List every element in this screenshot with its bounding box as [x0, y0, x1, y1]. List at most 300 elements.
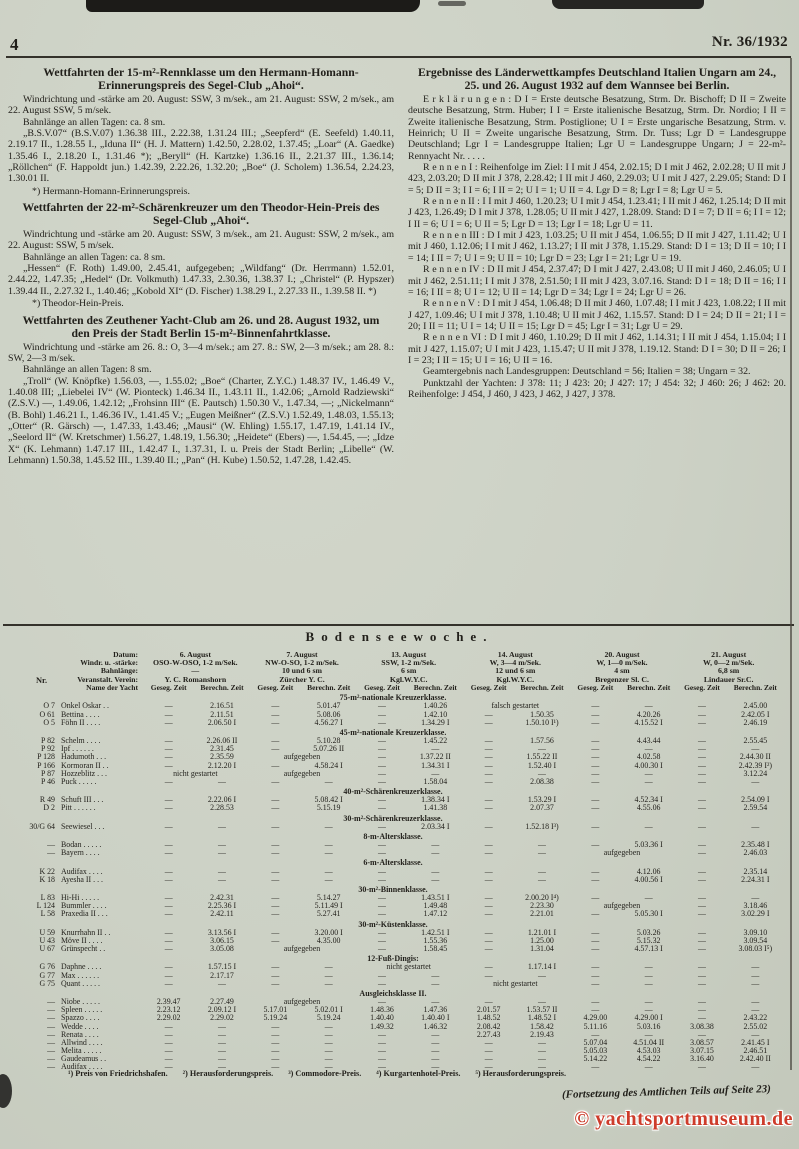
result-time-cell: —: [271, 803, 280, 813]
result-time-cell: —: [271, 717, 280, 727]
result-time-cell: 2.46.03: [743, 848, 768, 858]
yacht-sail-number: L 58: [40, 909, 55, 919]
table-header-bahn: 10 und 6 sm: [281, 666, 323, 676]
result-time-cell: —: [271, 821, 280, 831]
result-time-cell: —: [484, 1062, 493, 1072]
yacht-name: Spleen . . . . .: [61, 1005, 103, 1015]
footnote-item: ²) Herausforderungspreis.: [182, 1069, 274, 1078]
result-time-cell: —: [218, 1021, 226, 1031]
result-time-cell: 1.45.22: [423, 736, 448, 746]
result-time-cell: —: [218, 1046, 226, 1056]
result-time-cell: 2.42.11: [210, 909, 234, 919]
result-time-cell: —: [698, 944, 706, 954]
result-time-cell: —: [164, 874, 173, 884]
result-time-cell: —: [271, 1037, 280, 1047]
result-time-cell: 5.01.47: [316, 701, 341, 711]
result-time-cell: 1.52.18 I³): [525, 821, 559, 831]
table-header-verein: Kgl.W.Y.C.: [389, 674, 428, 684]
yacht-name: Hadumoth . . .: [61, 752, 107, 762]
result-time-cell: —: [271, 909, 280, 919]
result-time-cell: —: [698, 1062, 706, 1072]
result-time-cell: —: [164, 744, 173, 754]
result-time-cell: 4.00.30 I: [634, 760, 663, 770]
result-time-cell: —: [164, 909, 173, 919]
yacht-name: Audifax . . . .: [61, 1062, 103, 1072]
result-time-cell: 3.09.10: [743, 927, 768, 937]
table-section-header: 30-m²-Binnenklasse.: [358, 884, 428, 894]
result-time-cell: 3.09.54: [743, 935, 768, 945]
result-time-cell: —: [538, 1046, 546, 1056]
result-time-cell: —: [324, 978, 333, 988]
article-paragraph: „B.S.V.07“ (B.S.V.07) 1.36.38 III., 2.22.38, 1.31.24 III.; „Seepferd“ (E. Seefeld) 1.40.11, 2.19.17 II., 1.28.55 I., „Iduna II“ (H. J. Mattern) 1.42.50, 2.28.02, 1.37.45; „Loar“ (A. Gaedke) 1.35.46 I., 2.18.20 I., 1.31.46 *); „Beryll“ (H. Kartzke) 1.36.16 II., 2.21.37 III., 1.36.14; „Röllchen“ (F. Happoldt jun.) 1.42.39, 2.22.26, 1.32.20; „Boe“ (J. Scholem) 1.36.54, 2.24.23, 1.30.01 II.: [8, 128, 394, 185]
result-time-cell: —: [484, 901, 493, 911]
table-header-date: 21. August: [711, 650, 747, 659]
result-time-cell: 2.43.22: [743, 1013, 768, 1023]
result-time-cell: 4.02.58: [636, 752, 661, 762]
result-time-cell: 2.21.01: [530, 909, 554, 919]
table-header-bahn: 6 sm: [400, 666, 417, 676]
result-time-cell: —: [698, 1005, 706, 1015]
result-time-cell: —: [378, 744, 386, 754]
result-time-cell: 2.17.17: [210, 970, 234, 980]
result-time-cell: —: [484, 768, 493, 778]
result-time-cell: —: [644, 701, 653, 711]
scan-smudge-bottom-left: [0, 1074, 12, 1108]
result-time-cell: —: [324, 848, 333, 858]
table-title: Bodenseewoche.: [305, 629, 494, 644]
result-time-cell: 2.31.45: [210, 744, 234, 754]
result-time-cell: —: [378, 760, 386, 770]
table-header-label: Datum:: [113, 650, 138, 659]
table-header-bahn: 12 und 6 sm: [495, 666, 536, 676]
result-time-cell: —: [751, 1029, 760, 1039]
result-time-cell: —: [324, 1029, 333, 1039]
yacht-sail-number: —: [47, 1013, 55, 1023]
article-heading: Wettfahrten des Zeuthener Yacht-Club am 26. und 28. August 1932, um den Preis der Stadt Berlin 15-m²-Binnenfahrtklasse.: [22, 313, 380, 340]
result-time-cell: —: [484, 717, 493, 727]
result-time-cell: —: [538, 848, 546, 858]
result-time-cell: —: [378, 978, 386, 988]
result-time-cell: —: [591, 970, 600, 980]
result-time-cell: 1.57.56: [530, 736, 554, 746]
result-time-cell: —: [164, 776, 173, 786]
table-header-verein: Kgl.W.Y.C.: [496, 674, 535, 684]
result-time-cell: 2.09.12 I: [207, 1005, 237, 1015]
table-section-header: 75-m²-nationale Kreuzerklasse.: [339, 693, 447, 703]
result-time-cell: 5.05.03: [583, 1046, 608, 1056]
result-time-cell: —: [751, 970, 760, 980]
result-time-cell: —: [698, 909, 706, 919]
result-time-cell: 4.43.44: [636, 736, 661, 746]
result-time-cell: —: [484, 760, 493, 770]
result-time-cell: —: [698, 978, 706, 988]
result-time-cell: 1.47.12: [423, 909, 448, 919]
result-time-cell: —: [431, 978, 440, 988]
result-time-cell: —: [591, 768, 600, 778]
result-time-cell: —: [484, 744, 493, 754]
result-time-cell: 4.12.06: [636, 866, 661, 876]
result-time-cell: 1.40.26: [423, 701, 448, 711]
article-paragraph: R e n n e n VI : D I mit J 460, 1.10.29; D II mit J 462, 1.14.31; I II mit J 454, 1.15.04; I I mit J 427, 1.15.07; U I mit J 423, 1.15.47; U II mit J 378, 1.19.12. Stand: D I = 30; D II = 26; I I = 23; I II = 15; U I = 16; U II = 16.: [408, 332, 786, 366]
result-time-cell: 2.22.06 I: [207, 795, 237, 805]
result-time-cell: 4.20.26: [636, 709, 661, 719]
yacht-sail-number: U 43: [39, 935, 55, 945]
table-subheader-berechn: Berechn. Zeit: [520, 682, 564, 692]
result-time-cell: —: [644, 1005, 653, 1015]
result-time-cell: 4.53.03: [636, 1046, 661, 1056]
result-time-cell: —: [698, 874, 706, 884]
yacht-sail-number: P 166: [37, 760, 55, 770]
yacht-sail-number: P 46: [41, 776, 55, 786]
result-time-cell: 3.05.08: [210, 944, 234, 954]
yacht-name: Schuft III . . .: [61, 795, 104, 805]
result-time-cell: 5.10.28: [316, 736, 341, 746]
result-time-cell: —: [164, 840, 173, 850]
header-rule: [6, 56, 791, 58]
result-time-cell: 4.52.34 I: [634, 795, 663, 805]
result-time-cell: —: [484, 848, 493, 858]
result-time-cell: —: [644, 962, 653, 972]
result-time-cell: 1.43.51 I: [421, 893, 450, 903]
result-time-cell: —: [484, 962, 493, 972]
yacht-sail-number: —: [47, 1037, 55, 1047]
table-subheader-berechn: Berechn. Zeit: [200, 682, 244, 692]
left-text-column: [8, 62, 394, 622]
result-time-cell: 1.34.31 I: [421, 760, 450, 770]
result-time-cell: 3.12.24: [743, 768, 768, 778]
result-time-cell: —: [751, 821, 760, 831]
table-header-verein: Lindauer Sr.C.: [703, 674, 754, 684]
result-time-cell: —: [164, 1062, 173, 1072]
result-time-cell: —: [484, 944, 493, 954]
yacht-name: Ayesha II . . .: [61, 874, 104, 884]
yacht-sail-number: —: [47, 848, 55, 858]
result-time-cell: —: [751, 997, 760, 1007]
article-paragraph: Windrichtung und -stärke am 20. August: SSW, 3 m/sek., am 21. August: SSW, 2 m/sek., am 22. August: SSW, 5 m/sek.: [8, 229, 394, 252]
result-time-cell: —: [218, 848, 226, 858]
result-time-cell: —: [591, 893, 600, 903]
result-time-cell: —: [378, 709, 386, 719]
yacht-sail-number: G 75: [39, 978, 55, 988]
article-paragraph: Bahnlänge an allen Tagen: ca. 8 sm.: [23, 251, 166, 263]
result-time-cell: —: [698, 701, 706, 711]
table-footnotes: [68, 1069, 581, 1078]
result-time-cell: 1.34.29 I: [421, 717, 450, 727]
result-time-cell: 1.38.34 I: [421, 795, 450, 805]
result-time-cell: —: [431, 744, 440, 754]
result-time-cell: 1.50.35: [530, 709, 554, 719]
result-time-cell: 5.11.49 I: [314, 901, 343, 911]
result-time-cell: —: [431, 874, 440, 884]
result-time-cell: 3.08.03 I⁵): [738, 944, 773, 954]
result-time-cell: 2.35.48 I: [741, 840, 770, 850]
result-time-cell: 4.29.00: [583, 1013, 608, 1023]
table-section-header: 40-m²-Schärenkreuzerklasse.: [343, 787, 443, 797]
result-time-cell: 4.56.27 I: [314, 717, 343, 727]
result-time-cell: —: [698, 848, 706, 858]
result-time-cell: 2.44.30 II: [739, 752, 771, 762]
result-time-cell: —: [324, 1021, 333, 1031]
table-section-header: 30-m²-Schärenkreuzerklasse.: [343, 813, 443, 823]
result-time-cell: —: [484, 709, 493, 719]
result-time-cell: —: [271, 744, 280, 754]
result-time-cell: 1.17.14 I: [527, 962, 557, 972]
result-time-cell: —: [431, 1029, 440, 1039]
yacht-sail-number: U 67: [39, 944, 55, 954]
result-time-cell: —: [484, 935, 493, 945]
table-subheader-berechn: Berechn. Zeit: [307, 682, 351, 692]
result-time-cell: —: [378, 776, 386, 786]
yacht-sail-number: O 5: [43, 717, 55, 727]
result-time-cell: —: [698, 736, 706, 746]
table-header-label: Windr. u. -stärke:: [80, 658, 138, 668]
result-time-cell: 1.55.22 II: [526, 752, 558, 762]
result-time-cell: 2.42.31: [210, 893, 234, 903]
result-time-cell: —: [591, 821, 600, 831]
result-time-cell: —: [484, 1054, 493, 1064]
result-time-cell: —: [538, 970, 546, 980]
article-paragraph: Bahnlänge an allen Tagen: ca. 8 sm.: [23, 116, 166, 128]
result-time-cell: —: [644, 776, 653, 786]
yacht-sail-number: O 61: [39, 709, 55, 719]
result-time-cell: —: [164, 795, 173, 805]
result-time-cell: —: [164, 709, 173, 719]
result-time-cell: 2.07.37: [530, 803, 554, 813]
table-subheader-berechn: Berechn. Zeit: [733, 682, 777, 692]
result-time-cell: 1.41.38: [423, 803, 448, 813]
result-time-cell: 5.17.01: [263, 1005, 288, 1015]
result-time-cell: 2.12.20 I: [207, 760, 237, 770]
result-time-cell: 1.58.45: [423, 944, 448, 954]
result-time-cell: —: [271, 840, 280, 850]
result-time-cell: —: [698, 893, 706, 903]
result-time-cell: —: [591, 874, 600, 884]
result-time-cell: —: [538, 1037, 546, 1047]
result-time-cell: —: [324, 1046, 333, 1056]
result-time-cell: —: [591, 840, 600, 850]
result-time-cell: —: [324, 874, 333, 884]
yacht-sail-number: L 83: [40, 893, 55, 903]
result-time-cell: —: [484, 927, 493, 937]
result-time-cell: —: [591, 803, 600, 813]
result-time-cell: —: [751, 893, 760, 903]
result-time-cell: —: [271, 1021, 280, 1031]
result-time-cell: 1.31.04: [530, 944, 554, 954]
result-time-cell: —: [271, 874, 280, 884]
result-time-cell: 5.11.16: [583, 1021, 608, 1031]
result-time-cell: 1.21.01 I: [527, 927, 557, 937]
scan-smudge-top-left: [86, 0, 420, 12]
result-time-cell: 1.48.52 I: [527, 1013, 557, 1023]
result-time-cell: —: [538, 768, 546, 778]
result-time-cell: 5.08.06: [316, 709, 341, 719]
right-text-column: [408, 62, 786, 622]
table-subheader-geseg: Geseg. Zeit: [684, 682, 720, 692]
result-time-cell: 1.53.57 II: [526, 1005, 558, 1015]
result-time-cell: 1.47.36: [423, 1005, 448, 1015]
table-subheader-geseg: Geseg. Zeit: [364, 682, 400, 692]
result-time-cell: —: [378, 795, 386, 805]
table-subheader-geseg: Geseg. Zeit: [257, 682, 294, 692]
result-time-cell: —: [378, 768, 386, 778]
result-time-cell: —: [591, 927, 600, 937]
result-time-cell: —: [324, 1037, 333, 1047]
page-edge-rule: [790, 58, 792, 1070]
result-time-cell: —: [271, 709, 280, 719]
result-time-cell: 2.08.38: [530, 776, 554, 786]
result-time-cell: —: [271, 970, 280, 980]
result-time-cell: 5.07.26 II: [313, 744, 345, 754]
result-time-cell: —: [431, 970, 440, 980]
result-time-cell: 5.02.01 I: [314, 1005, 343, 1015]
table-header-wind: W, 0—2 m/Sek.: [703, 658, 755, 668]
result-time-cell: 5.05.30 I: [634, 909, 663, 919]
result-time-cell: —: [698, 997, 706, 1007]
table-subheader-geseg: Geseg. Zeit: [470, 682, 507, 692]
table-header-wind: NW-O-SO, 1-2 m/Sek.: [265, 658, 339, 668]
yacht-name: Möve II . . . .: [61, 935, 103, 945]
table-header-verein: Zürcher Y. C.: [279, 674, 325, 684]
yacht-name: Melita . . . . .: [61, 1046, 102, 1056]
table-header-date: 7. August: [286, 650, 318, 659]
result-time-cell: —: [271, 1054, 280, 1064]
result-time-cell: 2.06.50 I: [207, 717, 237, 727]
result-time-cell: —: [644, 978, 653, 988]
result-time-cell: —: [644, 1062, 653, 1072]
result-time-cell: 2.29.02: [210, 1013, 234, 1023]
result-time-cell: 2.19.43: [530, 1029, 554, 1039]
result-time-cell: —: [591, 701, 600, 711]
result-time-cell: —: [378, 970, 386, 980]
article-paragraph: *) Theodor-Hein-Preis.: [32, 298, 124, 310]
article-paragraph: R e n n e n III : D I mit J 423, 1.03.25; U II mit J 454, 1.06.55; D II mit J 427, 1.11.42; U I mit J 460, 1.12.06; I I mit J 462, 1.13.27; I II mit J 378, 1.15.29. Stand: D I = 13; D II = 10; I I = 14; I II = 7; U I = 9; U II = 10; Lgr D = 23; Lgr I = 21; Lgr U = 19.: [408, 230, 786, 264]
yacht-sail-number: —: [47, 997, 55, 1007]
result-time-cell: —: [591, 795, 600, 805]
result-time-cell: —: [644, 768, 653, 778]
article-paragraph: R e n n e n IV : D II mit J 454, 2.37.47; D I mit J 427, 2.43.08; U II mit J 460, 2.46.05; U I mit J 462, 2.51.11; I I mit J 378, 2.51.50; I II mit J 423, 3.07.16. Stand: D I = 18; D II = 16; I I = 16; I II = 8; U I = 12; U II = 14; Lgr D = 34; Lgr I = 24; Lgr U = 26.: [408, 264, 786, 298]
result-time-cell: —: [644, 744, 653, 754]
result-time-cell: —: [271, 848, 280, 858]
result-time-cell: —: [591, 1062, 600, 1072]
result-time-cell: —: [218, 776, 226, 786]
yacht-sail-number: P 87: [41, 768, 55, 778]
result-time-cell: —: [538, 866, 546, 876]
article-heading: Ergebnisse des Länderwettkampfes Deutschland Italien Ungarn am 24., 25. und 26. August 1932 auf dem Wannsee bei Berlin.: [417, 66, 777, 92]
table-section-header: 8-m-Altersklasse.: [363, 831, 423, 841]
result-time-cell: —: [484, 997, 493, 1007]
result-time-cell: —: [324, 1062, 333, 1072]
result-time-cell: 5.19.24: [263, 1013, 288, 1023]
article-paragraph: R e n n e n V : D I mit J 454, 1.06.48; D II mit J 460, 1.07.48; I I mit J 423, 1.08.22; I II mit J 427, 1.09.46; U I mit J 378, 1.10.48; U II mit J 462, 1.15.57. Stand: D I = 24; D II = 21; I I = 20; I II = 11; U I = 14; U II = 15; Lgr D = 45; Lgr I = 31; Lgr U = 29.: [408, 298, 786, 332]
table-header-wind: W, 1—0 m/Sek.: [596, 658, 648, 668]
result-time-cell: 4.55.06: [636, 803, 661, 813]
result-time-cell: —: [218, 1062, 226, 1072]
result-time-cell: —: [591, 978, 600, 988]
result-time-cell: —: [644, 1029, 653, 1039]
result-time-cell: —: [431, 848, 440, 858]
result-time-cell: 1.25.00: [530, 935, 554, 945]
result-time-cell: —: [271, 701, 280, 711]
table-header-label: Name der Yacht: [86, 682, 138, 692]
result-time-cell: 2.29.02: [156, 1013, 181, 1023]
result-time-cell: —: [538, 874, 546, 884]
result-time-cell: —: [484, 874, 493, 884]
result-time-cell: 2.24.31 I: [741, 874, 770, 884]
result-time-cell: —: [698, 901, 706, 911]
result-time-cell: —: [698, 803, 706, 813]
result-time-cell: 3.08.38: [690, 1021, 714, 1031]
footnote-item: ¹) Preis von Friedrichshafen.: [68, 1069, 168, 1078]
result-status-cell: aufgegeben: [283, 944, 321, 954]
result-time-cell: 4.35.00: [316, 935, 341, 945]
result-time-cell: —: [698, 717, 706, 727]
result-time-cell: —: [698, 1029, 706, 1039]
result-time-cell: 1.58.42: [530, 1021, 554, 1031]
yacht-name: Praxedia II . . .: [61, 909, 108, 919]
result-time-cell: 1.52.40 I: [527, 760, 557, 770]
result-time-cell: —: [378, 909, 386, 919]
yacht-name: Grünspecht . .: [61, 944, 106, 954]
table-section-header: 6-m-Altersklasse.: [363, 858, 423, 868]
result-time-cell: 2.08.42: [476, 1021, 501, 1031]
result-time-cell: —: [431, 1046, 440, 1056]
result-time-cell: —: [164, 717, 173, 727]
result-time-cell: 1.37.22 II: [419, 752, 451, 762]
result-time-cell: 2.03.34 I: [421, 821, 450, 831]
result-time-cell: —: [644, 970, 653, 980]
result-time-cell: 2.11.51: [210, 709, 234, 719]
yacht-name: Bodan . . . . .: [61, 840, 102, 850]
result-time-cell: —: [484, 1037, 493, 1047]
result-time-cell: —: [324, 840, 333, 850]
result-time-cell: —: [591, 997, 600, 1007]
result-time-cell: —: [484, 840, 493, 850]
result-time-cell: —: [271, 736, 280, 746]
table-header-date: 20. August: [604, 650, 640, 659]
result-status-cell: aufgegeben: [283, 997, 321, 1007]
result-time-cell: —: [484, 803, 493, 813]
result-time-cell: —: [164, 1029, 173, 1039]
table-subheader-geseg: Geseg. Zeit: [150, 682, 187, 692]
result-time-cell: —: [591, 935, 600, 945]
result-time-cell: 2.41.45 I: [741, 1037, 770, 1047]
scan-smudge-top-right: [552, 0, 704, 9]
result-time-cell: —: [698, 927, 706, 937]
yacht-name: Bayern . . . .: [61, 848, 100, 858]
footnote-item: ⁴) Kurgartenhotel-Preis.: [376, 1069, 461, 1078]
result-time-cell: —: [271, 901, 280, 911]
result-time-cell: —: [324, 776, 333, 786]
article-paragraph: Punktzahl der Yachten: J 378: 11; J 423: 20; J 427: 17; J 454: 32; J 460: 26; J 462: 20. Reihenfolge: J 454, J 460, J 423, J 462, J 427, J 378.: [408, 377, 786, 400]
result-time-cell: —: [698, 768, 706, 778]
result-time-cell: —: [378, 717, 386, 727]
result-time-cell: —: [378, 944, 386, 954]
result-time-cell: 4.51.04 II: [633, 1037, 665, 1047]
result-time-cell: —: [484, 821, 493, 831]
result-time-cell: —: [591, 1005, 600, 1015]
result-time-cell: —: [644, 997, 653, 1007]
result-time-cell: —: [698, 970, 706, 980]
result-time-cell: 4.54.22: [636, 1054, 661, 1064]
article-paragraph: *) Hermann-Homann-Erinnerungspreis.: [32, 185, 190, 197]
result-time-cell: —: [698, 840, 706, 850]
result-status-cell: aufgegeben: [283, 752, 321, 762]
result-time-cell: 2.00.20 I⁴): [525, 893, 559, 903]
result-time-cell: —: [591, 736, 600, 746]
result-status-cell: aufgegeben: [603, 848, 641, 858]
result-time-cell: —: [431, 1054, 440, 1064]
result-time-cell: 1.50.10 I¹): [525, 717, 559, 727]
